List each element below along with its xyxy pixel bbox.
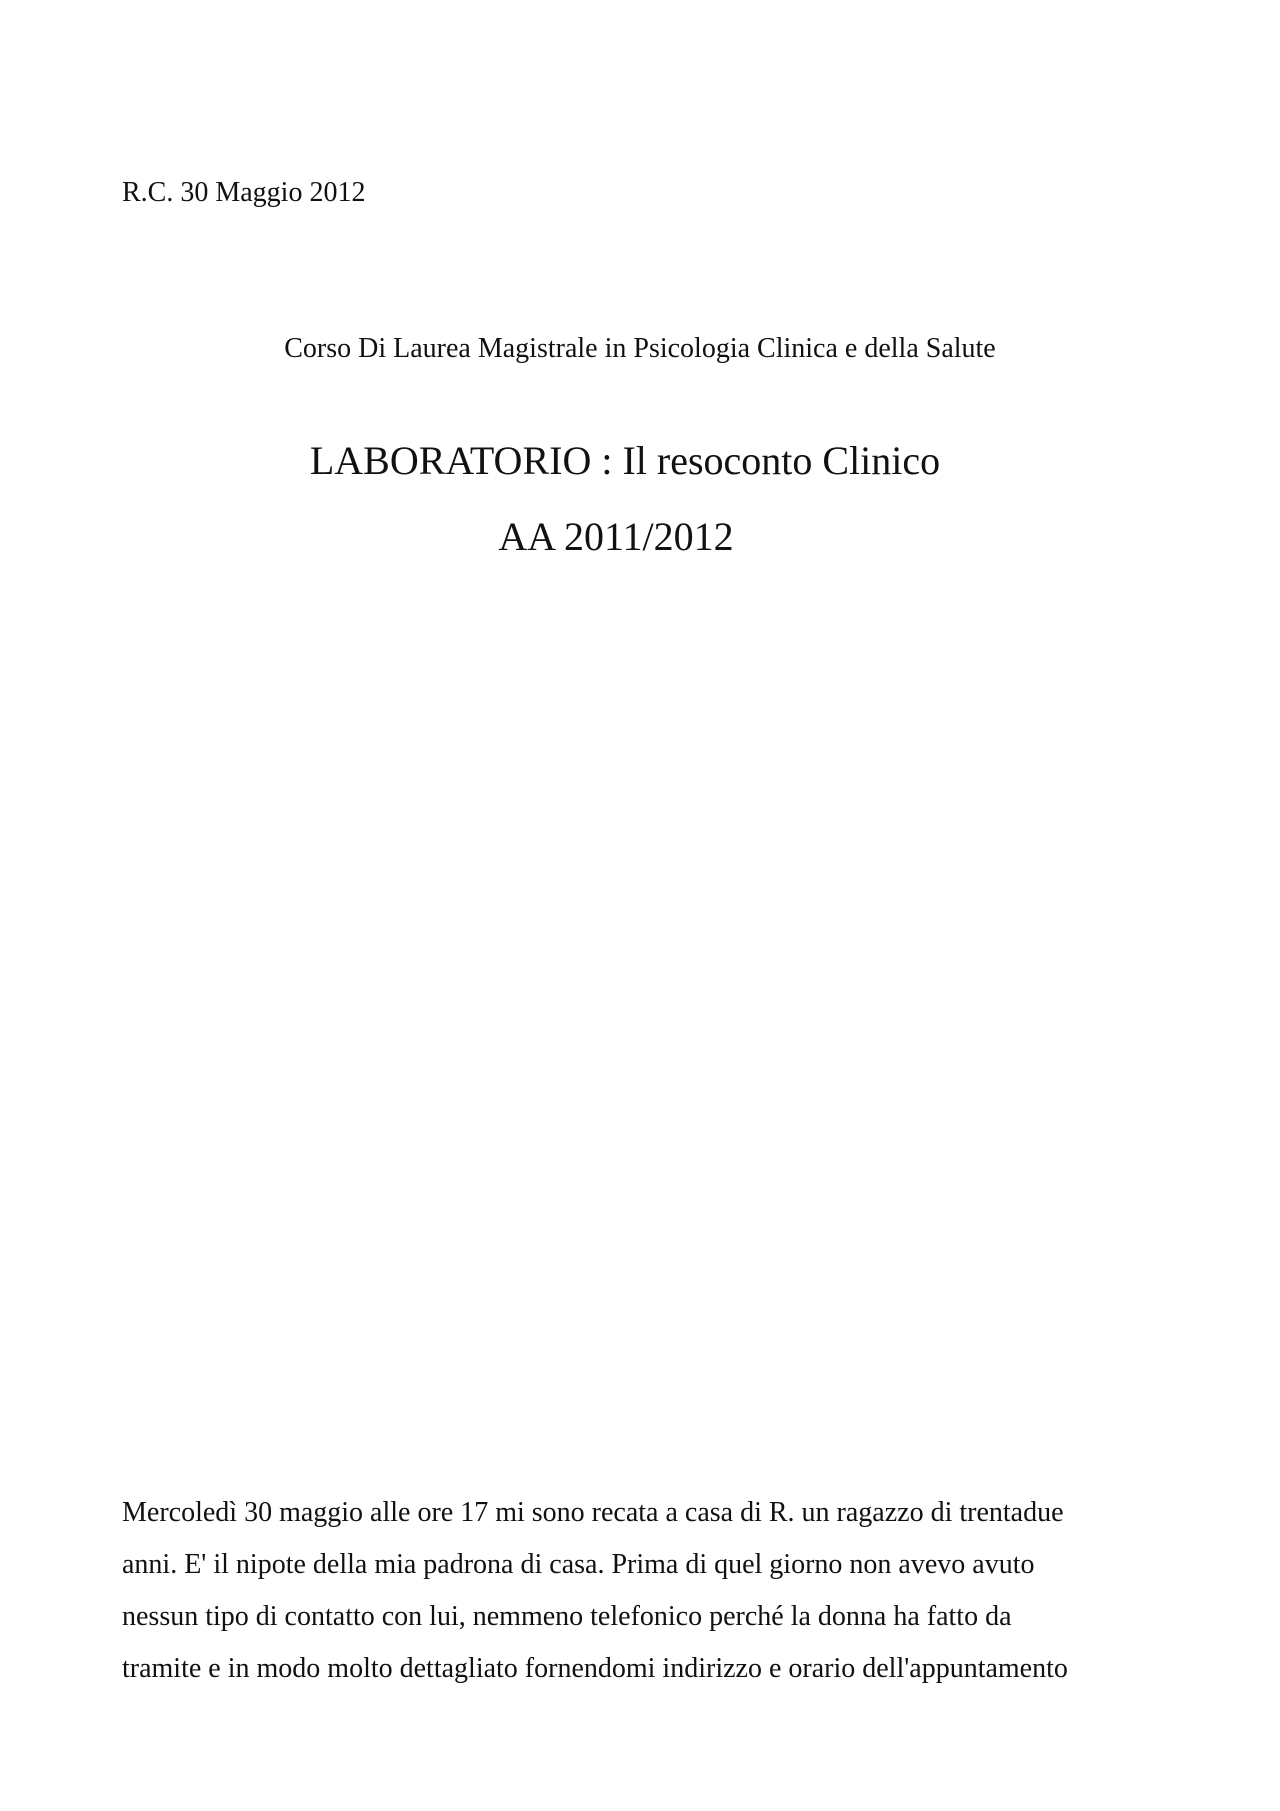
laboratory-title: LABORATORIO : Il resoconto Clinico [309, 438, 941, 483]
body-line: anni. E' il nipote della mia padrona di casa. Prima di quel giorno non avevo avuto [122, 1549, 1035, 1580]
course-name: Corso Di Laurea Magistrale in Psicologia Clinica e della Salute [284, 333, 996, 364]
academic-year: AA 2011/2012 [498, 514, 734, 559]
body-line: nessun tipo di contatto con lui, nemmeno telefonico perché la donna ha fatto da [122, 1601, 1012, 1632]
document-reference-date: R.C. 30 Maggio 2012 [122, 177, 366, 208]
body-line: tramite e in modo molto dettagliato fornendomi indirizzo e orario dell'appuntamento [122, 1653, 1068, 1684]
body-line: Mercoledì 30 maggio alle ore 17 mi sono recata a casa di R. un ragazzo di trentadue [122, 1497, 1064, 1528]
body-paragraph [122, 1487, 1172, 1695]
